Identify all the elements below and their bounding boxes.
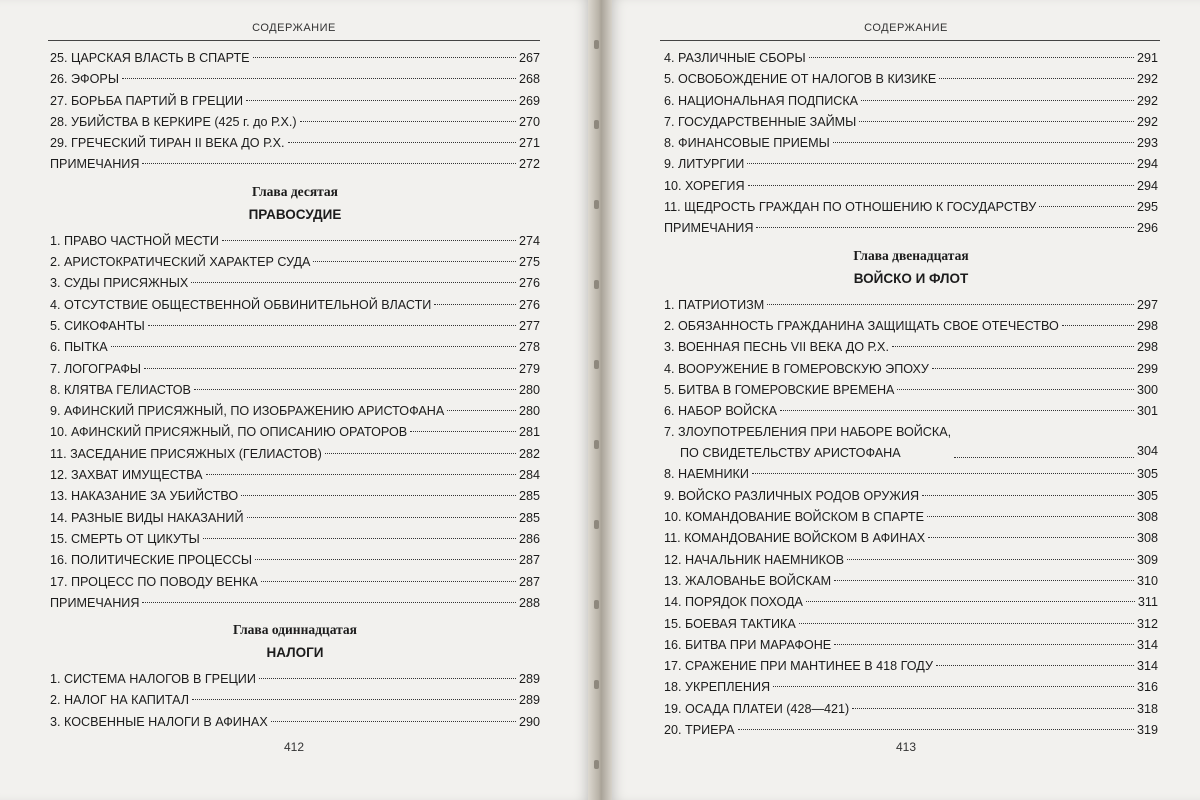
toc-entry-page: 304 [1136, 444, 1158, 459]
dot-leader [809, 57, 1134, 58]
toc-entry[interactable] [664, 112, 1158, 133]
toc-entry-page: 280 [518, 404, 540, 419]
toc-entry-label: 10. КОМАНДОВАНИЕ ВОЙСКОМ В СПАРТЕ [664, 510, 925, 525]
dot-leader [833, 142, 1134, 143]
toc-entry[interactable] [50, 572, 540, 593]
toc-entry-page: 312 [1136, 616, 1158, 631]
toc-entry[interactable] [50, 133, 540, 154]
toc-entry[interactable] [664, 464, 1158, 485]
toc-entry-page: 274 [518, 233, 540, 248]
dot-leader [142, 602, 516, 603]
toc-entry[interactable] [664, 507, 1158, 528]
chapter-kicker: Глава десятая [252, 183, 338, 199]
dot-leader [111, 346, 516, 347]
toc-entry-page: 295 [1136, 200, 1158, 215]
toc-entry-label: 11. ЩЕДРОСТЬ ГРАЖДАН ПО ОТНОШЕНИЮ К ГОСУДАРСТВУ [664, 200, 1037, 215]
dot-leader [859, 121, 1134, 122]
toc-entry-page: 285 [518, 489, 540, 504]
toc-entry-label: 8. КЛЯТВА ГЕЛИАСТОВ [50, 382, 191, 397]
page-number: 412 [283, 740, 305, 754]
toc-entry[interactable] [664, 69, 1158, 90]
book-gutter [588, 0, 612, 800]
toc-group [664, 295, 1158, 423]
toc-entry[interactable] [50, 337, 540, 358]
toc-entry-label: 3. ВОЕННАЯ ПЕСНЬ VII ВЕКА ДО Р.Х. [664, 340, 889, 355]
dot-leader [928, 537, 1134, 538]
toc-entry[interactable] [664, 699, 1158, 720]
toc-entry-label: 2. АРИСТОКРАТИЧЕСКИЙ ХАРАКТЕР СУДА [50, 255, 311, 270]
toc-entry-page: 293 [1136, 136, 1158, 151]
toc-entry-label: 12. НАЧАЛЬНИК НАЕМНИКОВ [664, 552, 845, 567]
toc-entry-page: 305 [1136, 488, 1158, 503]
dot-leader [847, 559, 1134, 560]
toc-entry-page: 276 [518, 276, 540, 291]
toc-entry-page: 308 [1136, 510, 1158, 525]
header-rule [48, 40, 540, 41]
left-page [0, 0, 588, 800]
dot-leader [927, 516, 1134, 517]
toc-entry-label: 13. НАКАЗАНИЕ ЗА УБИЙСТВО [50, 489, 239, 504]
toc-group [50, 48, 540, 176]
toc-entry-label: 15. БОЕВАЯ ТАКТИКА [664, 616, 796, 631]
dot-leader [434, 304, 516, 305]
dot-leader [313, 261, 516, 262]
toc-entry[interactable] [664, 48, 1158, 69]
toc-entry-page: 269 [518, 93, 540, 108]
toc-entry-page: 289 [518, 672, 540, 687]
toc-entry-label: 5. СИКОФАНТЫ [50, 318, 145, 333]
toc-entry-page: 280 [518, 382, 540, 397]
binding-hole [594, 200, 599, 209]
right-page [612, 0, 1200, 800]
toc-entry[interactable] [50, 154, 540, 175]
toc-entry-page: 279 [518, 361, 540, 376]
toc-entry-label: 20. ТРИЕРА [664, 723, 735, 738]
toc-entry-label: ПРИМЕЧАНИЯ [50, 157, 140, 172]
toc-entry-label: 2. ОБЯЗАННОСТЬ ГРАЖДАНИНА ЗАЩИЩАТЬ СВОЕ ОТЕЧЕСТВО [664, 318, 1059, 333]
toc-entry-page: 275 [518, 255, 540, 270]
toc-entry-label: 6. ПЫТКА [50, 340, 108, 355]
toc-entry-label: 8. ФИНАНСОВЫЕ ПРИЕМЫ [664, 136, 830, 151]
toc-entry-label: 10. АФИНСКИЙ ПРИСЯЖНЫЙ, ПО ОПИСАНИЮ ОРАТОРОВ [50, 425, 408, 440]
chapter-kicker: Глава одиннадцатая [233, 622, 357, 638]
dot-leader [203, 538, 516, 539]
toc-entry-page: 297 [1136, 297, 1158, 312]
toc-entry[interactable] [50, 48, 540, 69]
toc-entry-label: 5. ОСВОБОЖДЕНИЕ ОТ НАЛОГОВ В КИЗИКЕ [664, 72, 937, 87]
dot-leader [747, 163, 1134, 164]
dot-leader [241, 495, 516, 496]
toc-entry-page: 318 [1136, 701, 1158, 716]
dot-leader [932, 368, 1134, 369]
toc-entry[interactable] [50, 690, 540, 711]
dot-leader [325, 453, 516, 454]
toc-entry[interactable] [664, 359, 1158, 380]
toc-entry-label: 16. ПОЛИТИЧЕСКИЕ ПРОЦЕССЫ [50, 553, 252, 568]
dot-leader [752, 473, 1134, 474]
toc-list [664, 48, 1158, 741]
toc-entry[interactable] [664, 422, 1158, 464]
toc-entry-label-line: 7. ЗЛОУПОТРЕБЛЕНИЯ ПРИ НАБОРЕ ВОЙСКА, [664, 425, 952, 440]
dot-leader [834, 644, 1134, 645]
dot-leader [861, 100, 1134, 101]
toc-entry-page: 287 [518, 553, 540, 568]
toc-entry-label: 7. ГОСУДАРСТВЕННЫЕ ЗАЙМЫ [664, 114, 857, 129]
toc-entry-label: ПРИМЕЧАНИЯ [50, 595, 140, 610]
toc-entry-label: 6. НАБОР ВОЙСКА [664, 404, 777, 419]
chapter-title: ВОЙСКО И ФЛОТ [853, 270, 969, 286]
toc-entry-page: 268 [518, 72, 540, 87]
chapter-title: ПРАВОСУДИЕ [248, 206, 342, 222]
toc-entry-page: 298 [1136, 340, 1158, 355]
toc-entry[interactable] [664, 486, 1158, 507]
dot-leader [939, 78, 1134, 79]
toc-entry-label: 25. ЦАРСКАЯ ВЛАСТЬ В СПАРТЕ [50, 51, 250, 65]
toc-entry-page: 287 [518, 574, 540, 589]
toc-entry-page: 292 [1136, 72, 1158, 87]
dot-leader [206, 474, 516, 475]
toc-entry-label: 7. ЛОГОГРАФЫ [50, 361, 142, 376]
toc-entry[interactable] [50, 486, 540, 507]
dot-leader [253, 57, 516, 58]
toc-entry[interactable] [50, 112, 540, 133]
toc-entry-label: 9. ВОЙСКО РАЗЛИЧНЫХ РОДОВ ОРУЖИЯ [664, 488, 920, 503]
toc-entry-page: 305 [1136, 467, 1158, 482]
toc-entry-page: 288 [518, 595, 540, 610]
dot-leader [892, 346, 1134, 347]
toc-entry-label: 11. КОМАНДОВАНИЕ ВОЙСКОМ В АФИНАХ [664, 531, 926, 546]
toc-entry[interactable] [50, 359, 540, 380]
toc-entry[interactable] [50, 295, 540, 316]
dot-leader [247, 517, 516, 518]
dot-leader [194, 389, 516, 390]
toc-entry-page: 291 [1136, 51, 1158, 65]
chapter-kicker: Глава двенадцатая [853, 247, 969, 263]
toc-entry-label: 9. АФИНСКИЙ ПРИСЯЖНЫЙ, ПО ИЗОБРАЖЕНИЮ АРИСТОФАНА [50, 404, 445, 419]
toc-entry-page: 294 [1136, 157, 1158, 172]
dot-leader [259, 678, 516, 679]
dot-leader [271, 721, 516, 722]
toc-entry-label: 18. УКРЕПЛЕНИЯ [664, 680, 771, 695]
binding-hole [594, 440, 599, 449]
toc-entry-page: 310 [1136, 573, 1158, 588]
toc-entry-label: 17. ПРОЦЕСС ПО ПОВОДУ ВЕНКА [50, 574, 258, 589]
binding-hole [594, 40, 599, 49]
running-head: СОДЕРЖАНИЕ [864, 22, 948, 34]
toc-entry[interactable] [664, 218, 1158, 239]
binding-hole [594, 120, 599, 129]
toc-entry-label: 13. ЖАЛОВАНЬЕ ВОЙСКАМ [664, 573, 832, 588]
dot-leader [756, 227, 1134, 228]
toc-entry-page: 292 [1136, 114, 1158, 129]
toc-entry[interactable] [664, 295, 1158, 316]
dot-leader [799, 623, 1134, 624]
dot-leader [773, 686, 1134, 687]
toc-entry[interactable] [664, 720, 1158, 741]
toc-entry-label: 4. ОТСУТСТВИЕ ОБЩЕСТВЕННОЙ ОБВИНИТЕЛЬНОЙ ВЛАСТИ [50, 297, 432, 312]
toc-entry-page: 281 [518, 425, 540, 440]
toc-entry-page: 276 [518, 297, 540, 312]
binding-hole [594, 680, 599, 689]
dot-leader [142, 163, 516, 164]
dot-leader [447, 410, 516, 411]
dot-leader [922, 495, 1134, 496]
toc-entry[interactable] [664, 656, 1158, 677]
dot-leader [246, 100, 516, 101]
toc-entry[interactable] [50, 401, 540, 422]
toc-entry[interactable] [50, 508, 540, 529]
dot-leader [780, 410, 1134, 411]
dot-leader [410, 431, 516, 432]
dot-leader [852, 708, 1134, 709]
toc-entry-label: 1. ПРАВО ЧАСТНОЙ МЕСТИ [50, 233, 219, 248]
toc-entry[interactable] [664, 176, 1158, 197]
toc-entry-page: 286 [518, 531, 540, 546]
toc-entry[interactable] [50, 316, 540, 337]
chapter-title: НАЛОГИ [266, 645, 324, 661]
dot-leader [767, 304, 1134, 305]
toc-entry-label: 6. НАЦИОНАЛЬНАЯ ПОДПИСКА [664, 93, 859, 108]
toc-entry[interactable] [664, 550, 1158, 571]
dot-leader [300, 121, 516, 122]
toc-entry[interactable] [50, 712, 540, 733]
toc-entry-label: 17. СРАЖЕНИЕ ПРИ МАНТИНЕЕ В 418 ГОДУ [664, 659, 933, 674]
toc-entry-page: 278 [518, 340, 540, 355]
toc-entry[interactable] [50, 422, 540, 443]
toc-entry-label: 11. ЗАСЕДАНИЕ ПРИСЯЖНЫХ (ГЕЛИАСТОВ) [50, 446, 322, 461]
toc-entry-page: 282 [518, 446, 540, 461]
toc-group [50, 669, 540, 733]
dot-leader [738, 729, 1134, 730]
binding-hole [594, 760, 599, 769]
toc-entry-label [664, 422, 951, 464]
toc-entry[interactable] [664, 91, 1158, 112]
toc-entry-page: 319 [1136, 723, 1158, 738]
toc-entry-label-line: ПО СВИДЕТЕЛЬСТВУ АРИСТОФАНА [680, 446, 901, 461]
dot-leader [144, 368, 516, 369]
toc-entry[interactable] [50, 69, 540, 90]
toc-entry-label: 8. НАЕМНИКИ [664, 467, 749, 482]
toc-entry-page: 294 [1136, 178, 1158, 193]
toc-entry-page: 316 [1136, 680, 1158, 695]
binding-hole [594, 280, 599, 289]
toc-entry-page: 311 [1137, 595, 1158, 610]
dot-leader [1039, 206, 1134, 207]
toc-entry-page: 309 [1136, 552, 1158, 567]
toc-entry[interactable] [50, 91, 540, 112]
toc-entry-page: 277 [518, 318, 540, 333]
dot-leader [191, 282, 516, 283]
toc-entry[interactable] [664, 571, 1158, 592]
binding-hole [594, 520, 599, 529]
toc-entry[interactable] [50, 444, 540, 465]
toc-entry-label: 2. НАЛОГ НА КАПИТАЛ [50, 693, 190, 708]
toc-entry[interactable] [50, 380, 540, 401]
toc-entry-label: 16. БИТВА ПРИ МАРАФОНЕ [664, 637, 832, 652]
dot-leader [288, 142, 516, 143]
toc-group [664, 48, 1158, 240]
toc-entry[interactable] [50, 550, 540, 571]
toc-entry-page: 290 [518, 714, 540, 729]
toc-entry-label: 12. ЗАХВАТ ИМУЩЕСТВА [50, 468, 203, 483]
toc-entry[interactable] [664, 133, 1158, 154]
dot-leader [192, 699, 516, 700]
dot-leader [897, 389, 1134, 390]
toc-entry-page: 298 [1136, 318, 1158, 333]
toc-entry-label: 4. ВООРУЖЕНИЕ В ГОМЕРОВСКУЮ ЭПОХУ [664, 361, 929, 376]
toc-entry-page: 308 [1136, 531, 1158, 546]
toc-entry-label: 28. УБИЙСТВА В КЕРКИРЕ (425 г. до Р.Х.) [50, 114, 297, 129]
toc-entry[interactable] [664, 528, 1158, 549]
toc-entry-page: 296 [1136, 221, 1158, 236]
toc-entry[interactable] [50, 231, 540, 252]
dot-leader [806, 601, 1135, 602]
toc-entry-page: 292 [1136, 93, 1158, 108]
toc-entry[interactable] [664, 614, 1158, 635]
toc-entry-page: 300 [1136, 382, 1158, 397]
toc-entry-page: 299 [1136, 361, 1158, 376]
toc-entry-label: 14. ПОРЯДОК ПОХОДА [664, 595, 803, 610]
toc-list [50, 48, 540, 733]
toc-entry-label: 3. СУДЫ ПРИСЯЖНЫХ [50, 276, 189, 291]
toc-entry[interactable] [664, 677, 1158, 698]
dot-leader [255, 559, 516, 560]
toc-entry-label: 5. БИТВА В ГОМЕРОВСКИЕ ВРЕМЕНА [664, 382, 895, 397]
toc-entry[interactable] [664, 154, 1158, 175]
toc-entry-label: 1. ПАТРИОТИЗМ [664, 297, 765, 312]
toc-entry[interactable] [664, 380, 1158, 401]
toc-entry[interactable] [664, 197, 1158, 218]
toc-entry-page: 289 [518, 693, 540, 708]
dot-leader [936, 665, 1134, 666]
toc-entry[interactable] [664, 635, 1158, 656]
running-head: СОДЕРЖАНИЕ [252, 22, 336, 34]
toc-entry[interactable] [50, 593, 540, 614]
toc-entry-label: 4. РАЗЛИЧНЫЕ СБОРЫ [664, 51, 806, 65]
toc-entry[interactable] [50, 465, 540, 486]
toc-entry-page: 284 [518, 468, 540, 483]
dot-leader [148, 325, 516, 326]
toc-entry-label: 14. РАЗНЫЕ ВИДЫ НАКАЗАНИЙ [50, 510, 244, 525]
toc-entry-page: 271 [518, 136, 540, 151]
toc-entry[interactable] [664, 592, 1158, 613]
dot-leader [748, 185, 1134, 186]
page-number: 413 [895, 740, 917, 754]
toc-entry[interactable] [664, 337, 1158, 358]
toc-entry-page: 272 [518, 157, 540, 172]
toc-entry[interactable] [664, 316, 1158, 337]
toc-entry-label: 1. СИСТЕМА НАЛОГОВ В ГРЕЦИИ [50, 672, 256, 687]
toc-entry-page: 301 [1136, 404, 1158, 419]
toc-entry-label: 15. СМЕРТЬ ОТ ЦИКУТЫ [50, 531, 200, 546]
toc-entry-label: ПРИМЕЧАНИЯ [664, 221, 754, 236]
binding-hole [594, 600, 599, 609]
toc-entry-label: 29. ГРЕЧЕСКИЙ ТИРАН II ВЕКА ДО Р.Х. [50, 136, 285, 151]
toc-entry[interactable] [50, 252, 540, 273]
dot-leader [222, 240, 516, 241]
toc-entry-label: 27. БОРЬБА ПАРТИЙ В ГРЕЦИИ [50, 93, 243, 108]
toc-entry-page: 270 [518, 114, 540, 129]
dot-leader [122, 78, 516, 79]
toc-entry-page: 285 [518, 510, 540, 525]
header-rule [660, 40, 1160, 41]
toc-entry-label: 9. ЛИТУРГИИ [664, 157, 745, 172]
toc-group [50, 231, 540, 614]
toc-entry[interactable] [50, 273, 540, 294]
toc-entry-label: 10. ХОРЕГИЯ [664, 178, 745, 193]
toc-entry-page: 314 [1136, 637, 1158, 652]
toc-entry[interactable] [50, 669, 540, 690]
dot-leader [954, 457, 1134, 458]
binding-hole [594, 360, 599, 369]
toc-group [664, 464, 1158, 741]
toc-entry-label: 26. ЭФОРЫ [50, 72, 119, 87]
toc-entry-label: 19. ОСАДА ПЛАТЕИ (428—421) [664, 701, 850, 716]
toc-entry-label: 3. КОСВЕННЫЕ НАЛОГИ В АФИНАХ [50, 714, 268, 729]
dot-leader [261, 581, 516, 582]
toc-entry-page: 267 [518, 51, 540, 65]
toc-entry-page: 314 [1136, 659, 1158, 674]
toc-entry[interactable] [50, 529, 540, 550]
dot-leader [834, 580, 1134, 581]
dot-leader [1062, 325, 1134, 326]
toc-entry[interactable] [664, 401, 1158, 422]
